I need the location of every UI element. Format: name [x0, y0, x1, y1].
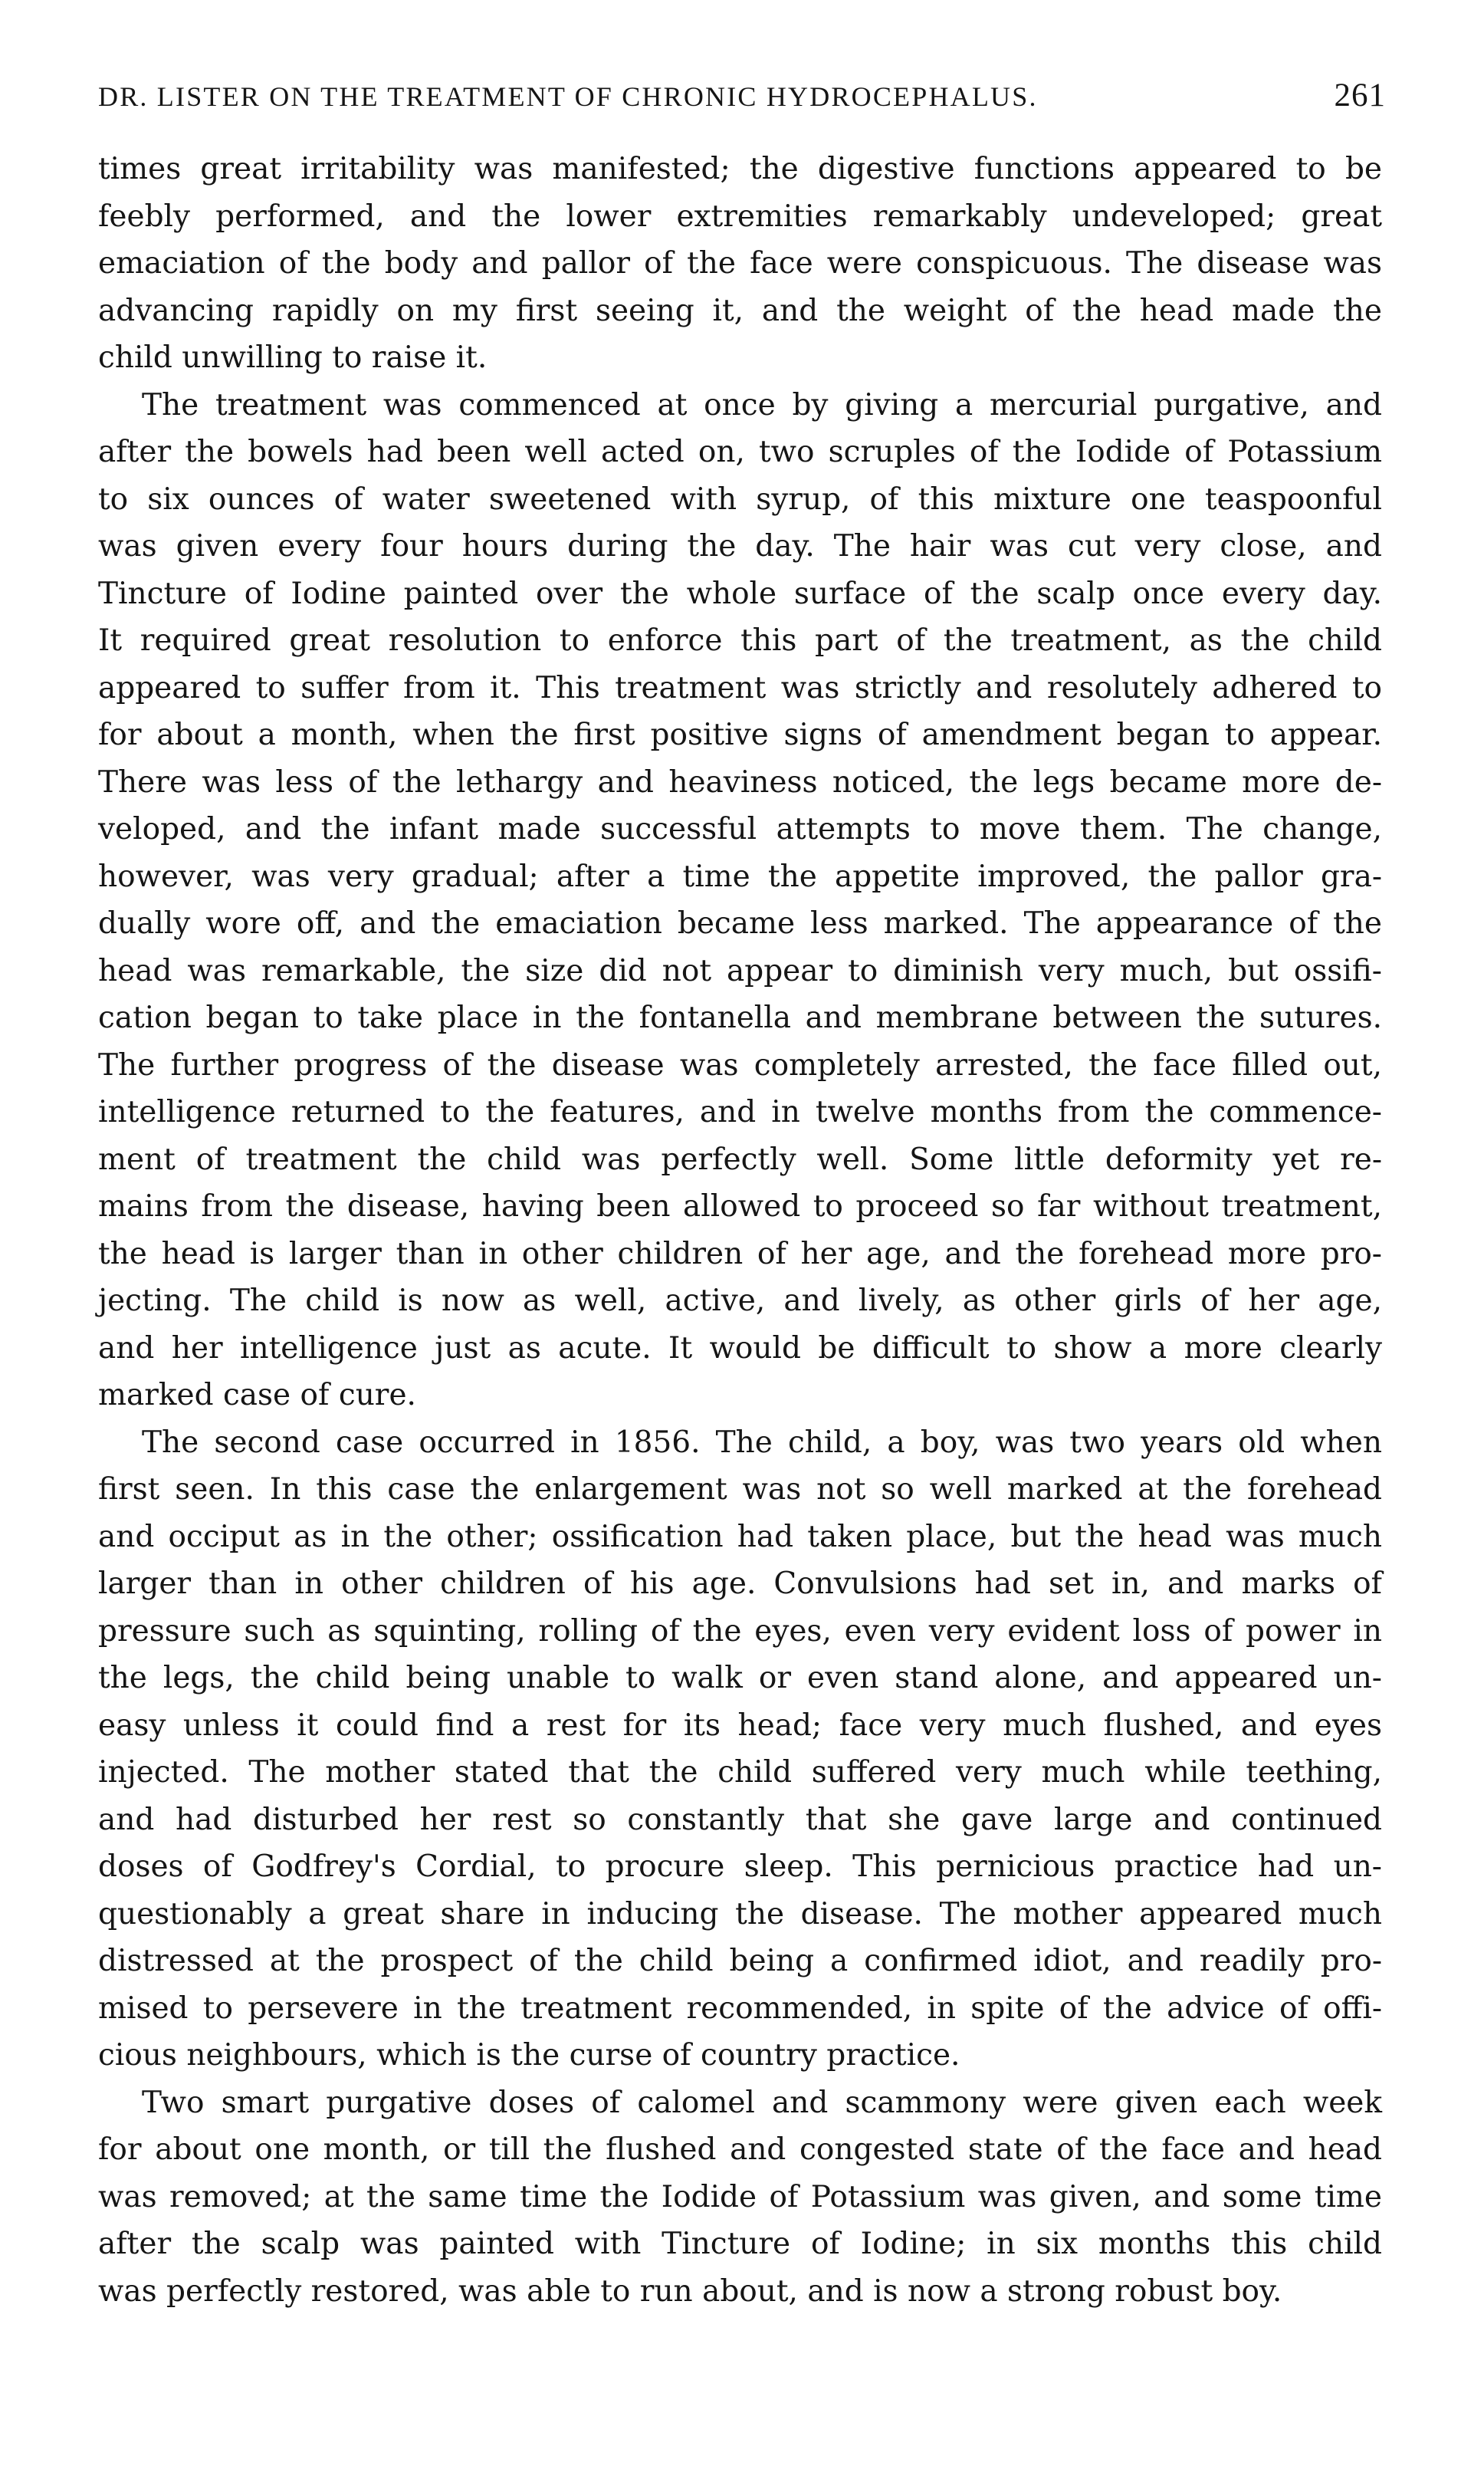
text-line: ment of treatment the child was perfectly well. Some little deformity yet re-: [98, 1142, 1382, 1177]
text-line: mised to persevere in the treatment recommended, in spite of the advice of offi-: [98, 1991, 1382, 2026]
text-line: head was remarkable, the size did not appear to diminish very much, but ossifi-: [98, 953, 1382, 988]
text-line: feebly performed, and the lower extremities remarkably undeveloped; great: [98, 199, 1382, 234]
running-head: [98, 77, 1386, 126]
text-line: first seen. In this case the enlargement was not so well marked at the forehead: [98, 1472, 1382, 1507]
text-line: and occiput as in the other; ossification had taken place, but the head was much: [98, 1519, 1382, 1554]
text-line: after the bowels had been well acted on, two scruples of the Iodide of Potassium: [98, 435, 1382, 469]
text-line: cious neighbours, which is the curse of country practice.: [98, 2038, 960, 2073]
text-line: It required great resolution to enforce this part of the treatment, as the child: [98, 623, 1382, 658]
page-number: 261: [1334, 77, 1386, 113]
text-line: veloped, and the infant made successful attempts to move them. The change,: [98, 812, 1382, 847]
paragraph: [98, 2079, 1382, 2316]
text-line: emaciation of the body and pallor of the face were conspicuous. The disease was: [98, 246, 1382, 281]
paragraph: [98, 382, 1382, 1419]
text-line: and her intelligence just as acute. It would be difficult to show a more clearly: [98, 1330, 1382, 1366]
text-line: for about one month, or till the flushed and congested state of the face and head: [98, 2132, 1382, 2167]
text-line: The treatment was commenced at once by giving a mercurial purgative, and: [142, 387, 1382, 422]
text-line: jecting. The child is now as well, active, and lively, as other girls of her age,: [98, 1284, 1382, 1318]
text-line: advancing rapidly on my first seeing it, and the weight of the head made the: [98, 293, 1382, 328]
text-line: Tincture of Iodine painted over the whole surface of the scalp once every day.: [98, 576, 1382, 611]
text-line: mains from the disease, having been allowed to proceed so far without treatment,: [98, 1189, 1382, 1224]
text-line: Two smart purgative doses of calomel and scammony were given each week: [142, 2085, 1382, 2120]
text-line: was given every four hours during the day. The hair was cut very close, and: [98, 529, 1382, 564]
text-line: The second case occurred in 1856. The child, a boy, was two years old when: [142, 1425, 1382, 1460]
text-line: distressed at the prospect of the child being a confirmed idiot, and readily pro-: [98, 1944, 1382, 1978]
text-line: injected. The mother stated that the child suffered very much while teething,: [98, 1755, 1382, 1790]
text-line: child unwilling to raise it.: [98, 340, 488, 375]
paragraph: [98, 146, 1382, 382]
text-line: cation began to take place in the fontanella and membrane between the sutures.: [98, 1001, 1382, 1035]
body-text: [98, 146, 1382, 2315]
text-line: however, was very gradual; after a time the appetite improved, the pallor gra-: [98, 859, 1382, 894]
text-line: after the scalp was painted with Tincture of Iodine; in six months this child: [98, 2227, 1382, 2261]
text-line: appeared to suffer from it. This treatment was strictly and resolutely adhered to: [98, 670, 1382, 705]
text-line: doses of Godfrey's Cordial, to procure sleep. This pernicious practice had un-: [98, 1849, 1382, 1884]
text-line: intelligence returned to the features, and in twelve months from the commence-: [98, 1095, 1382, 1129]
text-line: There was less of the lethargy and heaviness noticed, the legs became more de-: [98, 764, 1382, 800]
text-line: larger than in other children of his age. Convulsions had set in, and marks of: [98, 1566, 1382, 1601]
text-line: was perfectly restored, was able to run about, and is now a strong robust boy.: [98, 2273, 1282, 2309]
text-line: easy unless it could find a rest for its head; face very much flushed, and eyes: [98, 1708, 1382, 1743]
text-line: dually wore off, and the emaciation became less marked. The appearance of the: [98, 906, 1382, 941]
text-line: the legs, the child being unable to walk or even stand alone, and appeared un-: [98, 1661, 1382, 1695]
text-line: was removed; at the same time the Iodide of Potassium was given, and some time: [98, 2179, 1382, 2214]
text-line: times great irritability was manifested; the digestive functions appeared to be: [98, 152, 1382, 186]
paragraph: [98, 1419, 1382, 2079]
text-line: the head is larger than in other children of her age, and the forehead more pro-: [98, 1236, 1382, 1271]
text-line: questionably a great share in inducing the disease. The mother appeared much: [98, 1896, 1382, 1931]
text-line: The further progress of the disease was completely arrested, the face filled out,: [98, 1047, 1382, 1083]
text-line: marked case of cure.: [98, 1378, 416, 1412]
text-line: for about a month, when the first positive signs of amendment began to appear.: [98, 718, 1382, 752]
text-line: pressure such as squinting, rolling of the eyes, even very evident loss of power in: [98, 1613, 1382, 1649]
running-title: DR. LISTER ON THE TREATMENT OF CHRONIC HYDROCEPHALUS.: [98, 81, 1038, 112]
text-line: to six ounces of water sweetened with syrup, of this mixture one teaspoonful: [98, 482, 1382, 517]
text-line: and had disturbed her rest so constantly that she gave large and continued: [98, 1802, 1382, 1837]
